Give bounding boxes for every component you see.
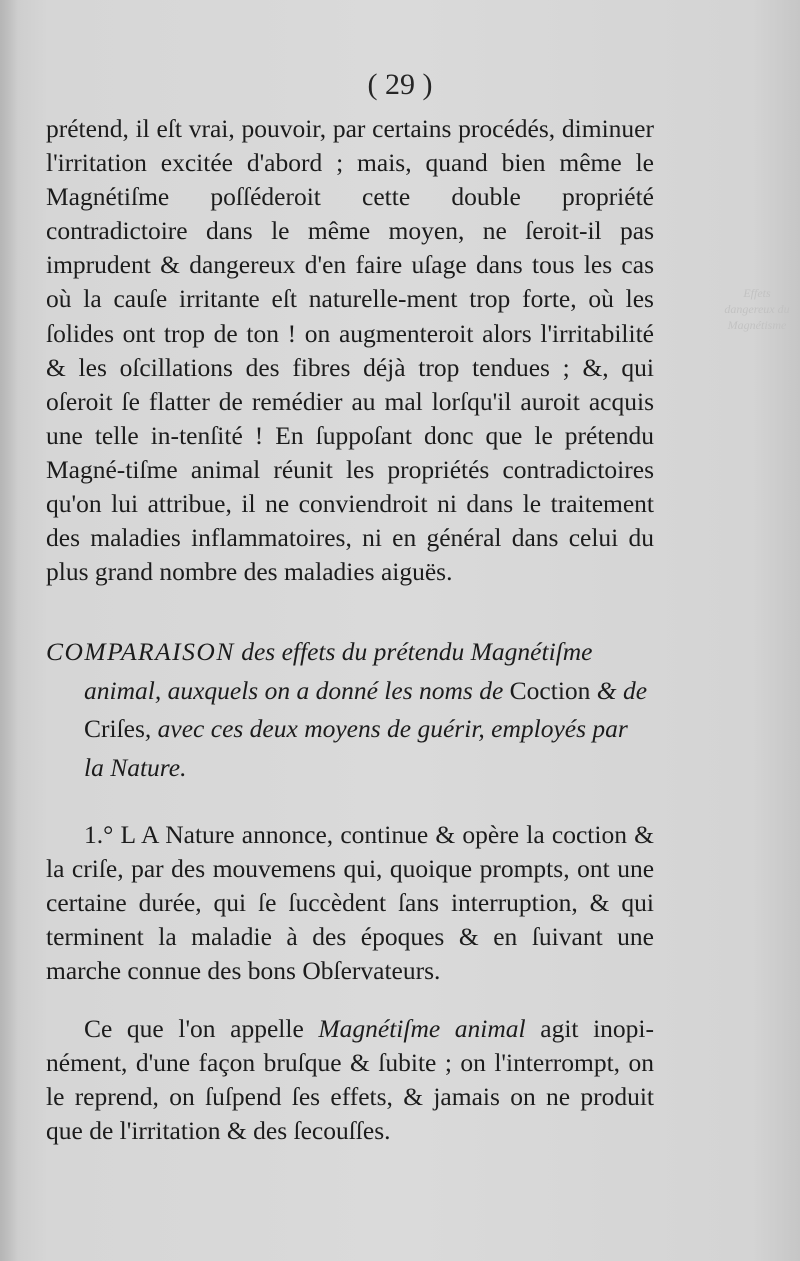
spine-shadow <box>0 0 18 1261</box>
paragraph-3-first-rest: agit inopi- <box>525 1014 655 1043</box>
text-line: des maladies inflammatoires, ni en général dans celui <box>46 523 619 553</box>
text-line: bien même le Magnétiſme poſſéderoit cette double <box>46 148 654 212</box>
heading-crises: Criſes <box>84 714 145 743</box>
text-line: du plus grand nombre des maladies aiguës. <box>46 523 655 587</box>
text-line: époques & en ſuivant une marche connue des bons <box>46 922 654 986</box>
text-line: Nature annonce, continue & opère la <box>158 820 545 849</box>
text-line: prompts, ont une certaine durée, qui ſe ſuccèdent <box>46 854 655 918</box>
section-heading-text <box>46 633 654 787</box>
text-line: ne produit que de l'irritation & des ſecouſſes. <box>46 1082 655 1146</box>
paragraph-2-number: 1.° <box>84 820 121 849</box>
paragraph-2 <box>46 818 654 988</box>
paragraph-3 <box>46 1012 654 1148</box>
page-number: ( 29 ) <box>367 68 433 101</box>
text-line: ſeroit-il pas imprudent & dangereux d'en faire uſage <box>46 216 654 280</box>
text-line: ment trop forte, où les ſolides ont trop de ton ! on <box>46 284 654 348</box>
heading-amp: & de <box>590 675 648 705</box>
paragraph-2-text <box>46 818 654 988</box>
heading-smallcaps: COMPARAISON <box>46 637 235 666</box>
heading-part-1: des effets du prétendu Magnétiſme animal, auxquels on a donné les noms de <box>84 637 593 705</box>
text-line: on le reprend, on ſuſpend ſes effets, & jamais on <box>46 1048 654 1112</box>
text-line: ſans interruption, & qui terminent la maladie à des <box>46 888 654 952</box>
text-line: remédier au mal lorſqu'il auroit acquis une telle in- <box>46 386 654 450</box>
text-line: diminuer l'irritation excitée d'abord ; mais, quand <box>46 114 654 178</box>
paragraph-3-emphasis: Magnétiſme animal <box>318 1014 526 1043</box>
margin-note-bleedthrough: Effets dangereux du Magnétisme <box>724 286 790 332</box>
text-line: tiſme animal réunit les propriétés contradictoires qu'on <box>46 454 654 519</box>
text-line: dans tous les cas où la cauſe irritante eſt naturelle- <box>46 250 654 314</box>
text-line: Obſervateurs. <box>302 956 441 986</box>
text-line: augmenteroit alors l'irritabilité & les oſcillations des <box>46 318 655 382</box>
paragraph-1-text <box>46 112 654 589</box>
text-line: nément, d'une façon bruſque & ſubite ; on l'interrompt, <box>46 1048 621 1078</box>
paragraph-2-dropcap: L A <box>120 820 158 849</box>
section-heading <box>46 633 654 787</box>
heading-part-2: , avec ces deux moyens de guérir, employés par la Nature. <box>84 714 628 782</box>
paragraph-1 <box>46 112 654 589</box>
text-line: lui attribue, il ne conviendroit ni dans le traitement <box>111 489 654 519</box>
text-line: prétend, il eſt vrai, pouvoir, par certains procédés, <box>46 114 556 143</box>
paragraph-3-start: Ce que l'on appelle <box>84 1014 319 1043</box>
heading-coction: Coction <box>509 675 591 705</box>
text-line: coction & la criſe, par des mouvemens qui, quoique <box>46 820 655 884</box>
text-line: propriété contradictoire dans le même moyen, ne <box>46 182 654 246</box>
paragraph-3-text <box>46 1012 654 1148</box>
text-line: fibres déjà trop tendues ; &, qui oſeroit ſe flatter de <box>46 352 654 416</box>
text-line: tenſité ! En ſuppoſant donc que le prétendu Magné- <box>46 420 654 484</box>
